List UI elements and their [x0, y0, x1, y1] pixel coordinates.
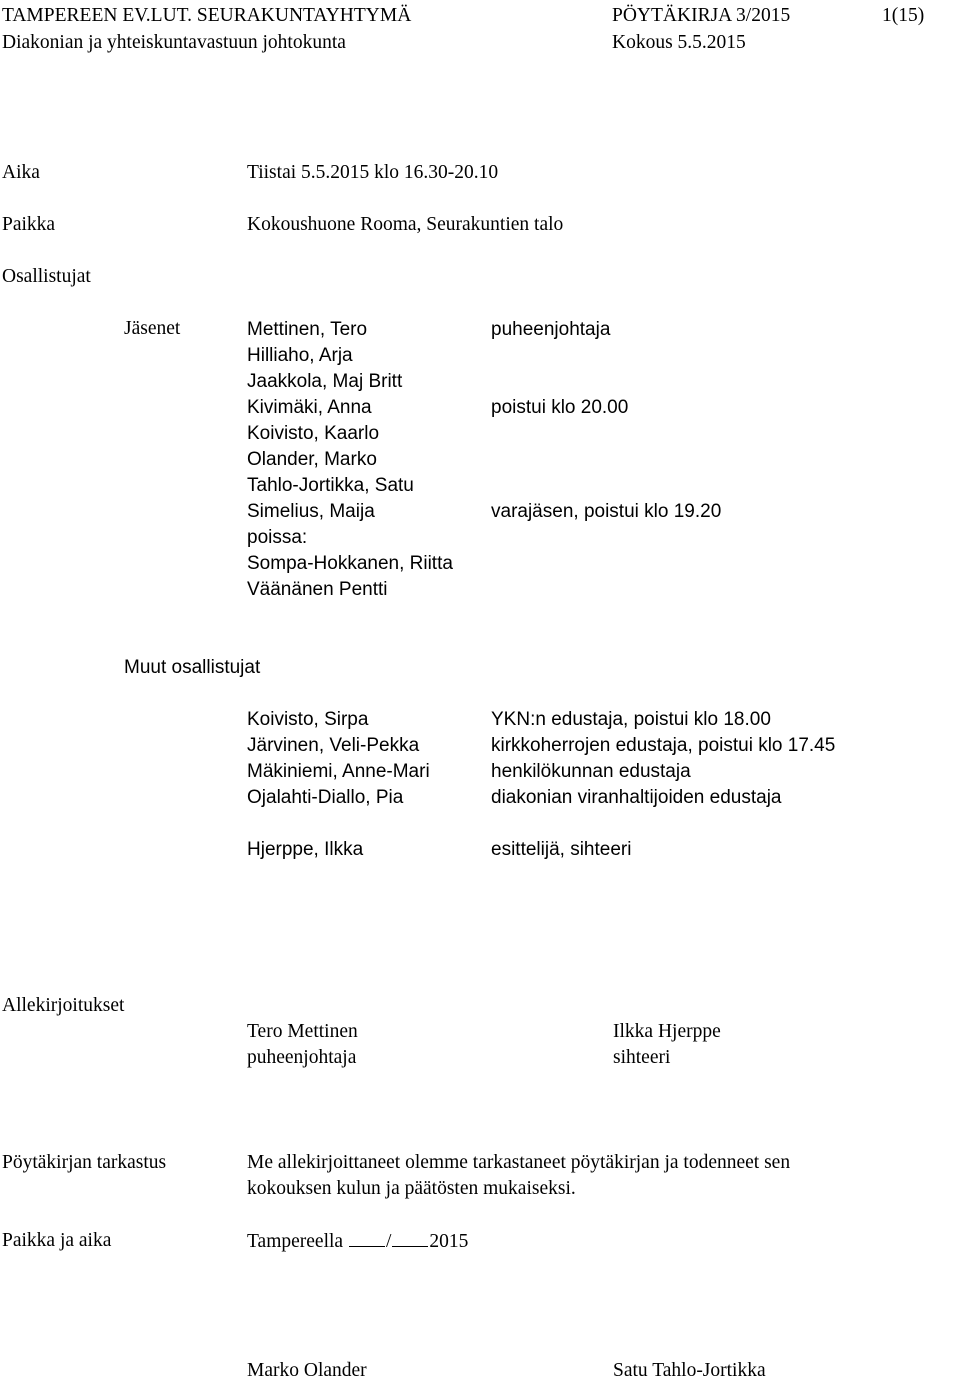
- other-name: Ojalahti-Diallo, Pia: [247, 787, 404, 808]
- place-label: Paikka: [2, 214, 56, 235]
- place-prefix: Tampereella: [247, 1231, 344, 1252]
- review-text: Me allekirjoittaneet olemme tarkastaneet pöytäkirjan ja todenneet sen: [247, 1152, 791, 1173]
- other-name: Järvinen, Veli-Pekka: [247, 735, 420, 756]
- absent-label: poissa:: [247, 527, 308, 548]
- member-name: Jaakkola, Maj Britt: [247, 371, 403, 392]
- time-label: Aika: [2, 162, 40, 183]
- date-separator: /: [385, 1231, 392, 1252]
- time-value: Tiistai 5.5.2015 klo 16.30-20.10: [247, 162, 499, 183]
- member-name: Simelius, Maija: [247, 501, 375, 522]
- other-name: Hjerppe, Ilkka: [247, 839, 364, 860]
- other-role: diakonian viranhaltijoiden edustaja: [491, 787, 782, 808]
- signatures-label: Allekirjoitukset: [2, 995, 125, 1016]
- member-name: Tahlo-Jortikka, Satu: [247, 475, 414, 496]
- member-note: varajäsen, poistui klo 19.20: [491, 501, 722, 522]
- member-name: Olander, Marko: [247, 449, 377, 470]
- page-number: 1(15): [882, 5, 925, 26]
- place-time-label: Paikka ja aika: [2, 1230, 112, 1251]
- members-label: Jäsenet: [124, 318, 181, 339]
- review-label: Pöytäkirjan tarkastus: [2, 1152, 167, 1173]
- signer-name: Ilkka Hjerppe: [613, 1021, 721, 1042]
- member-name: Mettinen, Tero: [247, 319, 368, 340]
- other-name: Mäkiniemi, Anne-Mari: [247, 761, 430, 782]
- place-time-value: [247, 1231, 468, 1252]
- member-name: Hilliaho, Arja: [247, 345, 353, 366]
- signer-name: Tero Mettinen: [247, 1021, 358, 1042]
- other-role: esittelijä, sihteeri: [491, 839, 632, 860]
- signer-role: sihteeri: [613, 1047, 671, 1068]
- member-name: Väänänen Pentti: [247, 579, 388, 600]
- other-role: YKN:n edustaja, poistui klo 18.00: [491, 709, 771, 730]
- member-name: Sompa-Hokkanen, Riitta: [247, 553, 453, 574]
- other-name: Koivisto, Sirpa: [247, 709, 369, 730]
- other-role: kirkkoherrojen edustaja, poistui klo 17.45: [491, 735, 836, 756]
- year: 2015: [429, 1231, 469, 1252]
- document-number: PÖYTÄKIRJA 3/2015: [612, 5, 791, 26]
- meeting-date: Kokous 5.5.2015: [612, 32, 746, 53]
- month-blank: [392, 1231, 428, 1247]
- member-name: Kivimäki, Anna: [247, 397, 372, 418]
- board-name: Diakonian ja yhteiskuntavastuun johtokunta: [2, 32, 346, 53]
- other-role: henkilökunnan edustaja: [491, 761, 691, 782]
- signer-role: puheenjohtaja: [247, 1047, 357, 1068]
- participants-label: Osallistujat: [2, 266, 91, 287]
- day-blank: [349, 1231, 385, 1247]
- others-label: Muut osallistujat: [124, 657, 261, 678]
- org-name: TAMPEREEN EV.LUT. SEURAKUNTAYHTYMÄ: [2, 5, 412, 26]
- place-value: Kokoushuone Rooma, Seurakuntien talo: [247, 214, 564, 235]
- reviewer-name: Satu Tahlo-Jortikka: [613, 1360, 766, 1381]
- reviewer-name: Marko Olander: [247, 1360, 367, 1381]
- review-text: kokouksen kulun ja päätösten mukaiseksi.: [247, 1178, 576, 1199]
- member-note: puheenjohtaja: [491, 319, 611, 340]
- member-note: poistui klo 20.00: [491, 397, 629, 418]
- member-name: Koivisto, Kaarlo: [247, 423, 380, 444]
